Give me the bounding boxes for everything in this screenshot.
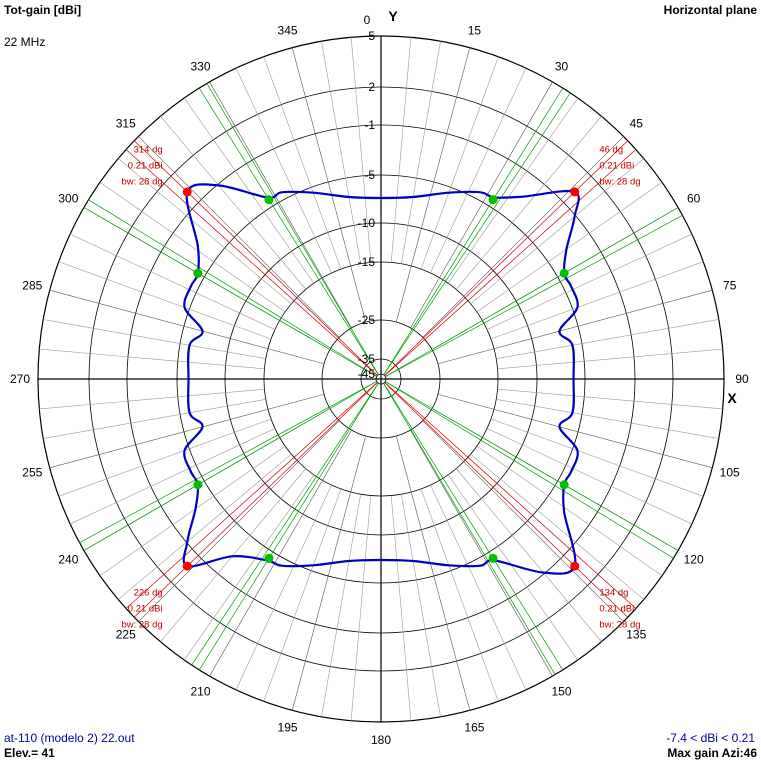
grid-spoke bbox=[421, 489, 498, 701]
grid-spoke bbox=[70, 234, 275, 330]
grid-spoke bbox=[411, 82, 553, 328]
grid-spoke bbox=[411, 430, 553, 676]
radial-tick-label: -5 bbox=[364, 168, 375, 182]
grid-spoke bbox=[391, 37, 411, 262]
file-name-label: at-110 (modelo 2) 22.out bbox=[4, 731, 135, 745]
elevation-label: Elev.= 41 bbox=[4, 746, 55, 760]
angle-label: 240 bbox=[58, 552, 79, 567]
max-gain-line bbox=[385, 382, 636, 608]
radial-tick-label: -25 bbox=[357, 313, 375, 327]
grid-spoke bbox=[210, 430, 352, 676]
lobe-annotation: bw: 28 dg bbox=[121, 619, 163, 631]
angle-label: 60 bbox=[686, 191, 701, 206]
lobe-annotation: 0.21 dBi bbox=[127, 160, 163, 172]
angle-label: 135 bbox=[626, 627, 647, 642]
radial-tick-label: -45 bbox=[357, 367, 375, 381]
angle-label: 165 bbox=[464, 720, 485, 735]
beam-width-marker bbox=[489, 195, 498, 204]
grid-spoke bbox=[351, 496, 371, 721]
max-gain-line bbox=[134, 141, 377, 376]
beam-width-marker bbox=[264, 554, 273, 563]
grid-spoke bbox=[59, 419, 271, 496]
beam-width-line bbox=[80, 381, 377, 542]
angle-label: 225 bbox=[115, 627, 136, 642]
angle-label: 105 bbox=[719, 465, 740, 480]
grid-spoke bbox=[264, 57, 341, 269]
radial-tick-label: -15 bbox=[357, 255, 375, 269]
max-gain-marker bbox=[570, 187, 579, 196]
grid-spoke bbox=[487, 428, 692, 524]
lobe-annotation: bw: 28 dg bbox=[599, 619, 641, 631]
lobe-annotation: 134 dg bbox=[599, 587, 629, 599]
radial-tick-label: 2 bbox=[368, 80, 375, 94]
grid-spoke bbox=[396, 48, 470, 322]
angle-label: 180 bbox=[370, 733, 392, 747]
grid-spoke bbox=[39, 349, 264, 369]
grid-spoke bbox=[391, 496, 411, 721]
radial-tick-label: -35 bbox=[357, 352, 375, 366]
beam-width-marker bbox=[193, 269, 202, 278]
beam-width-marker bbox=[560, 480, 569, 489]
grid-spoke bbox=[50, 394, 324, 468]
beam-width-line bbox=[384, 383, 563, 670]
grid-spoke bbox=[498, 389, 723, 409]
beam-width-line bbox=[385, 208, 678, 377]
x-axis-letter: X bbox=[727, 390, 737, 406]
angle-label: 150 bbox=[551, 684, 572, 699]
grid-spoke bbox=[50, 290, 324, 364]
beam-width-marker bbox=[560, 269, 569, 278]
lobe-annotation: 0.21 dBi bbox=[127, 603, 163, 615]
grid-spoke bbox=[184, 475, 314, 660]
grid-spoke bbox=[118, 454, 291, 599]
angle-label: 210 bbox=[190, 684, 211, 699]
angle-label: 285 bbox=[22, 278, 43, 293]
angle-label: 330 bbox=[190, 59, 211, 74]
grid-spoke bbox=[210, 82, 352, 328]
max-gain-label: Max gain Azi:46 bbox=[667, 746, 757, 760]
radial-tick-label: 5 bbox=[368, 29, 375, 43]
angle-label: 30 bbox=[554, 59, 569, 74]
grid-spoke bbox=[471, 454, 644, 599]
angle-label: 0 bbox=[363, 13, 371, 27]
angle-label: 90 bbox=[735, 372, 749, 386]
angle-label: 195 bbox=[277, 720, 298, 735]
beam-width-line bbox=[84, 382, 377, 551]
chart-title: Tot-gain [dBi] bbox=[4, 3, 82, 17]
radial-tick-label: -10 bbox=[357, 216, 375, 230]
grid-spoke bbox=[423, 421, 624, 622]
angle-label: 75 bbox=[723, 278, 737, 293]
angle-label: 300 bbox=[58, 191, 79, 206]
grid-spoke bbox=[264, 489, 341, 701]
lobe-annotation: bw: 28 dg bbox=[599, 176, 641, 188]
max-gain-marker bbox=[183, 187, 192, 196]
max-gain-line bbox=[385, 141, 628, 376]
grid-spoke bbox=[498, 349, 723, 369]
lobe-annotation: 0.21 dBi bbox=[599, 160, 635, 172]
angle-label: 255 bbox=[22, 465, 43, 480]
grid-spoke bbox=[421, 57, 498, 269]
lobe-annotation: 0.21 dBi bbox=[599, 603, 635, 615]
angle-label: 315 bbox=[115, 116, 136, 131]
grid-spoke bbox=[138, 136, 339, 337]
grid-spoke bbox=[396, 436, 470, 710]
grid-spoke bbox=[491, 419, 703, 496]
grid-spoke bbox=[100, 182, 285, 312]
beam-width-line bbox=[384, 88, 563, 375]
radial-tick-labels bbox=[358, 29, 376, 381]
lobe-annotation: 46 dg bbox=[599, 144, 624, 156]
angle-label: 45 bbox=[629, 116, 643, 131]
grid-spoke bbox=[292, 48, 366, 322]
grid-spoke bbox=[59, 262, 271, 339]
grid-spoke bbox=[100, 446, 285, 576]
beam-width-marker bbox=[489, 554, 498, 563]
grid-spoke bbox=[477, 446, 662, 576]
lobe-annotation: 314 dg bbox=[133, 144, 163, 156]
angle-label: 15 bbox=[467, 23, 482, 38]
y-axis-letter: Y bbox=[388, 8, 398, 24]
grid-spoke bbox=[448, 475, 578, 660]
max-gain-marker bbox=[183, 562, 192, 571]
gain-range-label: -7.4 < dBi < 0.21 bbox=[666, 731, 755, 745]
lobe-annotation: 226 dg bbox=[133, 587, 163, 599]
max-gain-line bbox=[134, 382, 377, 617]
grid-spoke bbox=[39, 389, 264, 409]
beam-width-line bbox=[199, 383, 378, 670]
beam-width-line bbox=[84, 208, 377, 377]
beam-width-marker bbox=[264, 195, 273, 204]
grid-spoke bbox=[292, 436, 366, 710]
grid-spoke bbox=[438, 394, 712, 468]
lobe-annotation: bw: 28 dg bbox=[121, 176, 163, 188]
angle-label: 345 bbox=[277, 23, 298, 38]
frequency-label: 22 MHz bbox=[4, 35, 46, 49]
angle-label: 270 bbox=[9, 372, 31, 386]
grid-spoke bbox=[448, 98, 578, 283]
grid-spoke bbox=[70, 428, 275, 524]
angle-label: 120 bbox=[683, 552, 704, 567]
radial-tick-label: -1 bbox=[364, 118, 375, 132]
grid-spoke bbox=[487, 234, 692, 330]
max-gain-marker bbox=[570, 562, 579, 571]
grid-spoke bbox=[423, 136, 624, 337]
beam-width-line bbox=[385, 215, 682, 376]
grid-spoke bbox=[477, 182, 662, 312]
beam-width-line bbox=[385, 382, 678, 551]
grid-spoke bbox=[138, 421, 339, 622]
max-gain-line bbox=[126, 149, 377, 375]
angle-labels bbox=[10, 8, 749, 747]
grid-spoke bbox=[491, 262, 703, 339]
max-gain-line bbox=[385, 382, 628, 617]
plane-label: Horizontal plane bbox=[663, 3, 757, 17]
grid-spoke bbox=[438, 290, 712, 364]
beam-width-line bbox=[199, 88, 378, 375]
beam-width-marker bbox=[193, 480, 202, 489]
grid-spoke bbox=[184, 98, 314, 283]
